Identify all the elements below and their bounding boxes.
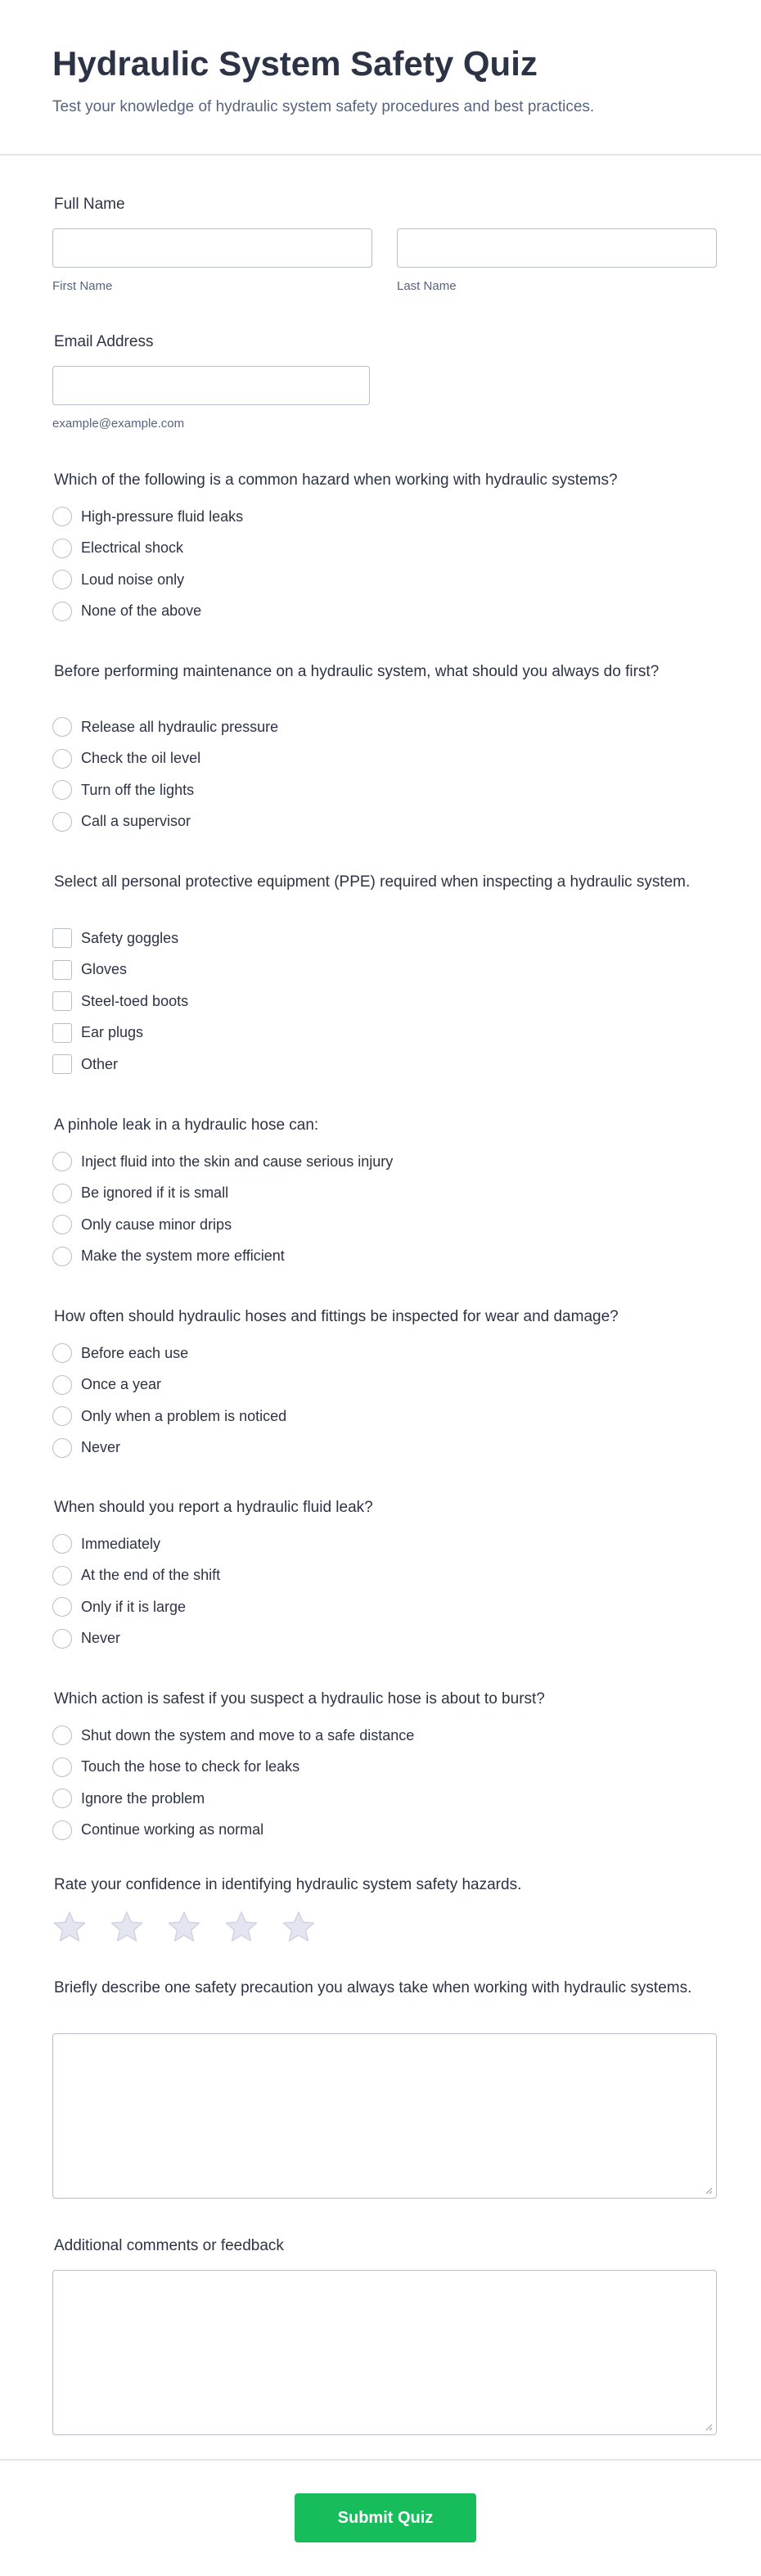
radio-button[interactable] — [52, 1534, 72, 1554]
last-name-input[interactable] — [397, 228, 717, 268]
question-7-text: Which action is safest if you suspect a hydraulic hose is about to burst? — [54, 1690, 545, 1708]
first-name-sublabel: First Name — [52, 279, 113, 293]
option-label: Only cause minor drips — [81, 1216, 232, 1233]
radio-option[interactable] — [52, 1146, 393, 1178]
option-label: Check the oil level — [81, 750, 201, 767]
radio-option[interactable] — [52, 774, 194, 806]
email-field — [54, 332, 153, 353]
comments-question: Additional comments or feedback — [54, 2237, 284, 2254]
radio-button[interactable] — [52, 1597, 72, 1617]
first-name-input[interactable] — [52, 228, 372, 268]
radio-option[interactable] — [52, 743, 200, 775]
radio-button[interactable] — [52, 507, 72, 526]
precaution-textarea[interactable] — [52, 2033, 717, 2199]
resize-handle-icon[interactable] — [705, 2423, 713, 2431]
option-label: Call a supervisor — [81, 813, 191, 830]
email-group — [52, 366, 370, 431]
option-label: Turn off the lights — [81, 781, 195, 798]
radio-option[interactable] — [52, 1623, 120, 1655]
option-label: High-pressure fluid leaks — [81, 508, 244, 525]
star-rating — [52, 1911, 521, 1943]
checkbox-option[interactable] — [52, 923, 178, 954]
radio-option[interactable] — [52, 564, 184, 596]
radio-option[interactable] — [52, 1209, 232, 1241]
radio-button[interactable] — [52, 717, 72, 737]
option-label: Once a year — [81, 1376, 162, 1393]
checkbox-option[interactable] — [52, 1017, 143, 1049]
first-name-group — [52, 228, 372, 294]
email-sublabel: example@example.com — [52, 417, 185, 431]
submit-button[interactable]: Submit Quiz — [295, 2493, 476, 2542]
rating-question: Rate your confidence in identifying hydraulic system safety hazards. — [54, 1876, 522, 1893]
option-label: Make the system more efficient — [81, 1247, 285, 1265]
full-name-field — [54, 194, 125, 215]
rating-field — [54, 1874, 521, 1943]
option-label: Never — [81, 1630, 121, 1647]
radio-option[interactable] — [52, 806, 191, 838]
option-label: Ignore the problem — [81, 1789, 205, 1807]
option-label: Inject fluid into the skin and cause serious injury — [81, 1153, 394, 1170]
radio-option[interactable] — [52, 1369, 161, 1401]
star-icon[interactable] — [52, 1911, 87, 1943]
radio-option[interactable] — [52, 501, 243, 533]
option-label: Gloves — [81, 961, 128, 978]
option-label: Never — [81, 1439, 121, 1456]
form-header — [0, 0, 761, 156]
option-label: Steel-toed boots — [81, 992, 189, 1009]
radio-option[interactable] — [52, 1783, 205, 1815]
radio-option[interactable] — [52, 1401, 286, 1432]
option-label: Immediately — [81, 1535, 161, 1552]
radio-button[interactable] — [52, 1406, 72, 1426]
checkbox-option[interactable] — [52, 1049, 118, 1080]
star-icon[interactable] — [167, 1911, 201, 1943]
option-label: Loud noise only — [81, 571, 185, 588]
radio-button[interactable] — [52, 539, 72, 558]
radio-button[interactable] — [52, 1375, 72, 1395]
radio-button[interactable] — [52, 1820, 72, 1840]
star-icon[interactable] — [224, 1911, 259, 1943]
radio-button[interactable] — [52, 1629, 72, 1649]
radio-option[interactable] — [52, 1720, 414, 1752]
checkbox[interactable] — [52, 1023, 72, 1043]
option-label: Ear plugs — [81, 1024, 144, 1041]
radio-option[interactable] — [52, 1178, 228, 1210]
question-2-text: Before performing maintenance on a hydraulic system, what should you always do first? — [54, 663, 660, 680]
radio-option[interactable] — [52, 1591, 186, 1623]
checkbox[interactable] — [52, 928, 72, 948]
option-label: Other — [81, 1055, 119, 1072]
email-input[interactable] — [52, 366, 370, 405]
option-label: Only if it is large — [81, 1598, 187, 1615]
comments-textarea[interactable] — [52, 2270, 717, 2435]
radio-button[interactable] — [52, 1726, 72, 1745]
option-label: At the end of the shift — [81, 1567, 221, 1584]
email-label: Email Address — [54, 333, 154, 350]
radio-button[interactable] — [52, 570, 72, 589]
question-3-text: Select all personal protective equipment (PPE) required when inspecting a hydraulic system. — [54, 873, 691, 891]
page-subtitle: Test your knowledge of hydraulic system safety procedures and best practices. — [52, 98, 595, 115]
question-6-text: When should you report a hydraulic fluid leak? — [54, 1499, 373, 1516]
checkbox[interactable] — [52, 1054, 72, 1074]
precaution-question: Briefly describe one safety precaution you always take when working with hydraulic systems. — [54, 1979, 692, 1996]
radio-option[interactable] — [52, 1241, 285, 1273]
option-label: Safety goggles — [81, 929, 179, 946]
star-icon[interactable] — [110, 1911, 144, 1943]
page-title: Hydraulic System Safety Quiz — [52, 44, 538, 83]
last-name-group — [397, 228, 717, 294]
option-label: Continue working as normal — [81, 1821, 264, 1838]
last-name-sublabel: Last Name — [397, 279, 457, 293]
radio-button[interactable] — [52, 1215, 72, 1234]
radio-button[interactable] — [52, 749, 72, 769]
checkbox-option[interactable] — [52, 954, 127, 986]
radio-button[interactable] — [52, 1343, 72, 1363]
radio-button[interactable] — [52, 812, 72, 832]
radio-button[interactable] — [52, 1184, 72, 1203]
radio-option[interactable] — [52, 596, 201, 628]
option-label: Release all hydraulic pressure — [81, 718, 279, 735]
option-label: None of the above — [81, 602, 202, 620]
checkbox-option[interactable] — [52, 986, 188, 1017]
radio-button[interactable] — [52, 602, 72, 621]
checkbox[interactable] — [52, 960, 72, 980]
radio-button[interactable] — [52, 780, 72, 800]
full-name-label: Full Name — [54, 196, 125, 213]
radio-button[interactable] — [52, 1757, 72, 1777]
radio-option[interactable] — [52, 711, 278, 743]
resize-handle-icon[interactable] — [705, 2186, 713, 2195]
question-5-text: How often should hydraulic hoses and fittings be inspected for wear and damage? — [54, 1308, 619, 1325]
radio-option[interactable] — [52, 533, 183, 565]
radio-option[interactable] — [52, 1815, 263, 1847]
form-footer — [0, 2459, 761, 2576]
radio-button[interactable] — [52, 1247, 72, 1266]
checkbox[interactable] — [52, 991, 72, 1011]
option-label: Touch the hose to check for leaks — [81, 1758, 300, 1775]
radio-option[interactable] — [52, 1432, 120, 1464]
radio-option[interactable] — [52, 1338, 188, 1369]
question-1-text: Which of the following is a common hazard when working with hydraulic systems? — [54, 471, 618, 489]
star-icon[interactable] — [281, 1911, 316, 1943]
option-label: Electrical shock — [81, 539, 184, 557]
radio-option[interactable] — [52, 1752, 299, 1784]
radio-option[interactable] — [52, 1528, 160, 1560]
comments-field — [54, 2235, 284, 2257]
radio-button[interactable] — [52, 1789, 72, 1808]
radio-button[interactable] — [52, 1438, 72, 1458]
option-label: Only when a problem is noticed — [81, 1407, 287, 1424]
radio-option[interactable] — [52, 1560, 220, 1592]
option-label: Be ignored if it is small — [81, 1184, 229, 1202]
radio-button[interactable] — [52, 1152, 72, 1171]
radio-button[interactable] — [52, 1566, 72, 1586]
precaution-field — [54, 1978, 717, 1999]
option-label: Shut down the system and move to a safe distance — [81, 1726, 415, 1744]
option-label: Before each use — [81, 1344, 189, 1361]
question-4-text: A pinhole leak in a hydraulic hose can: — [54, 1117, 319, 1134]
